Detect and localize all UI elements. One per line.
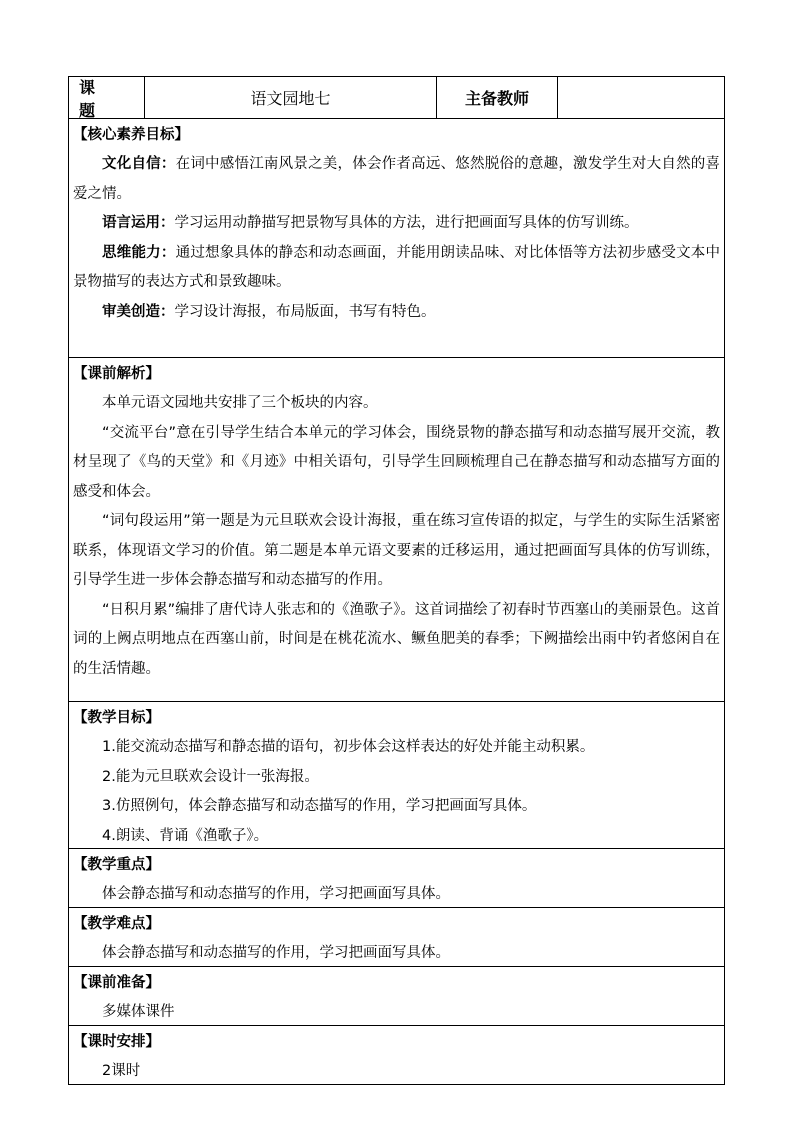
- core-goal-text: 学习设计海报，布局版面，书写有特色。: [174, 303, 436, 320]
- key-points-section: [68, 849, 725, 908]
- difficulties-section: [68, 908, 725, 967]
- pre-analysis-paragraph: “日积月累”编排了唐代诗人张志和的《渔歌子》。这首词描绘了初春时节西塞山的美丽景色。这首词的上阙点明地点在西塞山前，时间是在桃花流水、鳜鱼肥美的春季；下阙描绘出雨中钓者悠闲自在的生活情趣。: [73, 601, 720, 677]
- pre-analysis-paragraph: “交流平台”意在引导学生结合本单元的学习体会，围绕景物的静态描写和动态描写展开交流，教材呈现了《鸟的天堂》和《月迹》中相关语句，引导学生回顾梳理自己在静态描写和动态描写方面的感受和体会。: [73, 424, 720, 500]
- topic-value: 语文园地七: [145, 77, 437, 118]
- preparation-section: [68, 967, 725, 1026]
- topic-label: 课题: [69, 77, 145, 118]
- core-goal-label: 思维能力：: [102, 244, 176, 261]
- schedule-text: 2课时: [102, 1063, 141, 1079]
- header-row: [68, 76, 725, 119]
- teaching-goal-item: 1.能交流动态描写和静态描的语句，初步体会这样表达的好处并能主动积累。: [102, 739, 595, 755]
- pre-analysis-paragraph: 本单元语文园地共安排了三个板块的内容。: [102, 395, 378, 411]
- core-goal-label: 语言运用：: [102, 215, 175, 231]
- schedule-section: [68, 1026, 725, 1085]
- teaching-goal-item: 3.仿照例句，体会静态描写和动态描写的作用，学习把画面写具体。: [102, 798, 537, 814]
- difficulties-title: 【教学难点】: [73, 916, 160, 932]
- teacher-value: [558, 77, 724, 118]
- key-points-text: 体会静态描写和动态描写的作用，学习把画面写具体。: [102, 886, 450, 902]
- pre-analysis-paragraph: “词句段运用”第一题是为元旦联欢会设计海报，重在练习宣传语的拟定，与学生的实际生活紧密联系，体现语文学习的价值。第二题是本单元语文要素的迁移运用，通过把画面写具体的仿写训练，引导学生进一步体会静态描写和动态描写的作用。: [73, 513, 720, 588]
- difficulties-text: 体会静态描写和动态描写的作用，学习把画面写具体。: [102, 945, 450, 961]
- core-goal-item: [73, 209, 720, 239]
- core-goal-label: 文化自信：: [102, 156, 176, 172]
- core-goals-title: 【核心素养目标】: [73, 127, 189, 143]
- core-goal-text: 在词中感悟江南风景之美，体会作者高远、悠然脱俗的意趣，激发学生对大自然的喜爱之情。: [73, 156, 721, 202]
- core-goal-label: 审美创造：: [102, 303, 175, 320]
- core-goal-item: [73, 298, 720, 328]
- core-goal-text: 通过想象具体的静态和动态画面，并能用朗读品味、对比体悟等方法初步感受文本中景物描写的表达方式和景致趣味。: [73, 244, 721, 290]
- pre-analysis-title: 【课前解析】: [73, 366, 160, 382]
- core-goal-item: [73, 239, 720, 298]
- schedule-title: 【课时安排】: [73, 1034, 160, 1050]
- teaching-goals-section: [68, 702, 725, 849]
- preparation-title: 【课前准备】: [73, 975, 160, 991]
- preparation-text: 多媒体课件: [102, 1004, 175, 1020]
- teaching-goal-item: 4.朗读、背诵《渔歌子》。: [102, 827, 269, 844]
- core-goals-section: [68, 119, 725, 358]
- teacher-label: 主备教师: [437, 77, 558, 118]
- lesson-plan-table: [68, 76, 725, 1085]
- teaching-goals-title: 【教学目标】: [73, 710, 160, 726]
- core-goal-text: 学习运用动静描写把景物写具体的方法，进行把画面写具体的仿写训练。: [174, 215, 639, 231]
- pre-analysis-section: [68, 358, 725, 702]
- core-goal-item: [73, 150, 720, 209]
- teaching-goal-item: 2.能为元旦联欢会设计一张海报。: [102, 768, 319, 785]
- key-points-title: 【教学重点】: [73, 857, 160, 873]
